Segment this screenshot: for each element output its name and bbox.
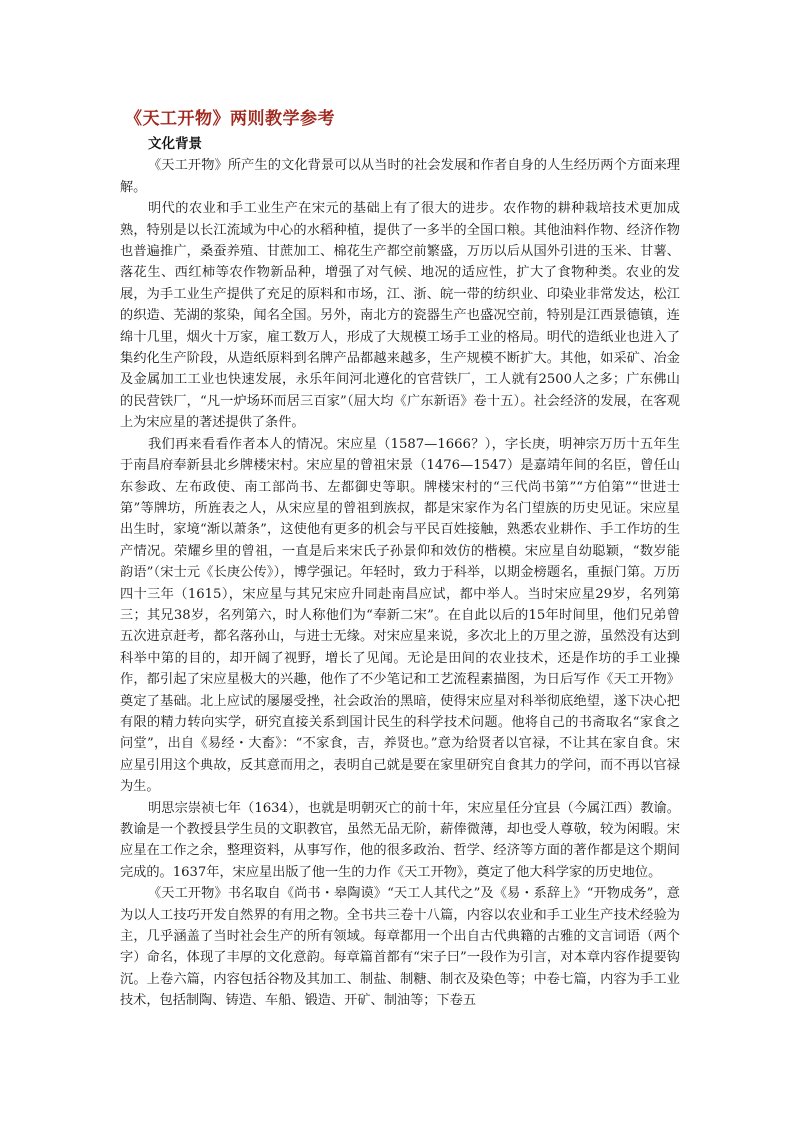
paragraph-intro: 《天工开物》所产生的文化背景可以从当时的社会发展和作者自身的人生经历两个方面来理解。 xyxy=(120,158,680,195)
paragraph-ming-economy: 明代的农业和手工业生产在宋元的基础上有了很大的进步。农作物的耕种栽培技术更加成熟，特别是以长江流域为中心的水稻种植，提供了一多半的全国口粮。其他油料作物、经济作物也普遍推广，桑蚕养殖、甘蔗加工、棉花生产都空前繁盛，万历以后从国外引进的玉米、甘薯、落花生、西红柿等农作物新品种，增强了对气候、地况的适应性，扩大了食物种类。农业的发展，为手工业生产提供了充足的原料和市场，江、浙、皖一带的纺织业、印染业非常发达，松江的织造、芜湖的浆染，闻名全国。另外，南北方的瓷器生产也盛况空前，特别是江西景德镇，连绵十几里，烟火十万家，雇工数万人，形成了大规模工场手工业的格局。明代的造纸业也进入了集约化生产阶段，从造纸原料到名牌产品都越来越多，生产规模不断扩大。其他，如采矿、冶金及金属加工工业也快速发展，永乐年间河北遵化的官营铁厂，工人就有2500人之多；广东佛山的民营铁厂，“凡一炉场环而居三百家”（屈大均《广东新语》卷十五）。社会经济的发展，在客观上为宋应星的著述提供了条件。 xyxy=(120,201,680,431)
paragraph-book-overview: 《天工开物》书名取自《尚书・皋陶谟》“天工人其代之”及《易・系辞上》“开物成务”，意为以人工技巧开发自然界的有用之物。全书共三卷十八篇，内容以农业和手工业生产技术经验为主，几乎涵盖了当时社会生产的所有领域。每章都用一个出自古代典籍的古雅的文言词语（两个字）命名，体现了丰厚的文化意韵。每章篇首都有“宋子曰”一段作为引言，对本章内容作提要钩沉。上卷六篇，内容包括谷物及其加工、制盐、制糖、制衣及染色等；中卷七篇，内容为手工业技术，包括制陶、铸造、车船、锻造、开矿、制油等；下卷五 xyxy=(120,886,680,1009)
paragraph-fenyi-period: 明思宗崇祯七年（1634），也就是明朝灭亡的前十年，宋应星任分宜县（今属江西）教谕。教谕是一个教授县学生员的文职教官，虽然无品无阶，薪俸微薄，却也受人尊敬，较为闲暇。宋应星在工作之余，整理资料，从事写作，他的很多政治、哲学、经济等方面的著作都是这个期间完成的。1637年，宋应星出版了他一生的力作《天工开物》，奠定了他大科学家的历史地位。 xyxy=(120,800,680,880)
document-body xyxy=(120,134,680,1012)
section-heading: 文化背景 xyxy=(148,136,202,152)
paragraph-author-life: 我们再来看看作者本人的情况。宋应星（1587—1666？），字长庚，明神宗万历十五年生于南昌府奉新县北乡牌楼宋村。宋应星的曾祖宋景（1476—1547）是嘉靖年间的名臣，曾任山东参政、左布政使、南工部尚书、左都御史等职。牌楼宋村的“三代尚书第”“方伯第”“世进士第”等牌坊，所旌表之人，从宋应星的曾祖到族叔，都是宋家作为名门望族的历史见证。宋应星出生时，家境“渐以萧条”，这使他有更多的机会与平民百姓接触，熟悉农业耕作、手工作坊的生产情况。荣耀乡里的曾祖，一直是后来宋氏子孙景仰和效仿的楷模。宋应星自幼聪颖，“数岁能韵语”（宋士元《长庚公传》），博学强记。年轻时，致力于科举，以期金榜题名，重振门第。万历四十三年（1615），宋应星与其兄宋应升同赴南昌应试，都中举人。当时宋应星29岁，名列第三；其兄38岁，名列第六，时人称他们为“奉新二宋”。在自此以后的15年时间里，他们兄弟曾五次进京赶考，都名落孙山，与进士无缘。对宋应星来说，多次北上的万里之游，虽然没有达到科举中第的目的，却开阔了视野，增长了见闻。无论是田间的农业技术，还是作坊的手工业操作，都引起了宋应星极大的兴趣，他作了不少笔记和工艺流程素描图，为日后写作《天工开物》奠定了基础。北上应试的屡屡受挫，社会政治的黑暗，使得宋应星对科举彻底绝望，遂下决心把有限的精力转向实学，研究直接关系到国计民生的科学技术问题。他将自己的书斋取名“家食之问堂”，出自《易经・大畜》：“不家食，吉，养贤也。”意为给贤者以官禄，不让其在家自食。宋应星引用这个典故，反其意而用之，表明自己就是要在家里研究自食其力的学问，而不再以官禄为生。 xyxy=(120,436,680,795)
document-title: 《天工开物》两则教学参考 xyxy=(125,109,335,129)
